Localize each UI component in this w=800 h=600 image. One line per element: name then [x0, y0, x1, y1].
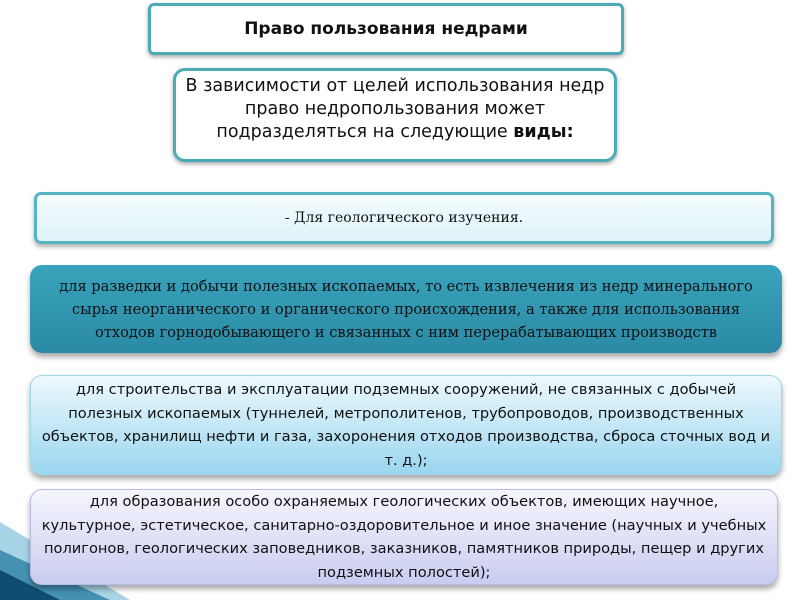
- item-text: для разведки и добычи полезных ископаемых, то есть извлечения из недр минерального сырья неорганического и органического происхождения, а также для использования отходов горнодобывающего и связанных с ним перерабатывающих производств: [59, 277, 753, 341]
- item-underground-structures: [30, 375, 782, 475]
- intro-bold-text: виды:: [513, 122, 574, 142]
- intro-box: [173, 68, 617, 162]
- item-geological-study: [34, 192, 774, 244]
- page-title: [148, 3, 624, 55]
- item-exploration-mining: [30, 265, 782, 353]
- page-title-text: Право пользования недрами: [244, 19, 528, 39]
- item-text: - Для геологического изучения.: [284, 210, 524, 226]
- item-text: для строительства и эксплуатации подземных сооружений, не связанных с добычей полезных ископаемых (туннелей, метрополитенов, трубопроводов, производственных объектов, хранилищ нефти и газа, захоронения отходов производства, сброса сточных вод и т. д.);: [41, 381, 771, 469]
- intro-text: В зависимости от целей использования недр право недропользования может подразделяться на следующие: [185, 76, 605, 142]
- item-text: для образования особо охраняемых геологических объектов, имеющих научное, культурное, эстетическое, санитарно-оздоровительное и иное значение (научных и учебных полигонов, геологических заповедников, заказников, памятников природы, пещер и других подземных полостей);: [41, 493, 767, 581]
- item-protected-objects: [30, 489, 778, 585]
